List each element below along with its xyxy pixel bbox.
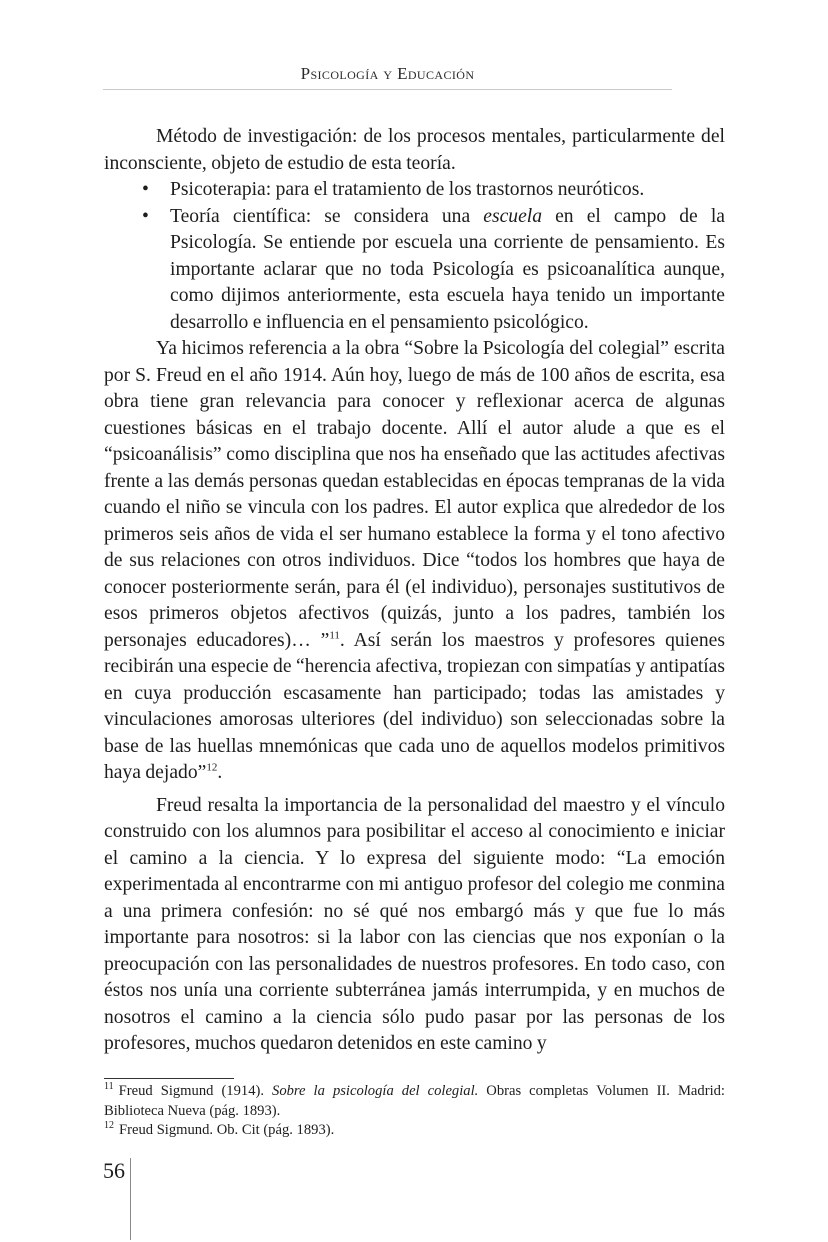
- paragraph-text: . Así serán los maestros y profesores quienes recibirán una especie de “herencia afectiva, tropiezan con simpatías y antipatías en cuya producción escasamente han participado; todas las amistades y vinculaciones amorosas ulteriores (del individuo) son seleccionadas sobre la base de las huellas mnemónicas que cada uno de aquellos modelos primitivos haya dejado”: [104, 629, 725, 783]
- bullet-icon: •: [142, 205, 149, 227]
- page-number-rule: [130, 1158, 131, 1240]
- paragraph-freud-colegial: [104, 336, 725, 787]
- bullet-text: Teoría científica: se considera una: [170, 205, 484, 227]
- footnote-11: [104, 1082, 725, 1121]
- footnote-number: 12: [104, 1120, 114, 1132]
- paragraph-text: Ya hicimos referencia a la obra “Sobre la Psicología del colegial” escrita por S. Freud en el año 1914. Aún hoy, luego de más de 100 años de escrita, esa obra tiene gran relevancia para conocer y reflexionar acerca de algunas cuestiones básicas en el trabajo docente. Allí el autor alude a que es el “psicoanálisis” como disciplina que nos ha enseñado que las actitudes afectivas frente a las demás personas quedan establecidas en épocas tempranas de la vida cuando el niño se vincula con los padres. El autor explica que alrededor de los primeros seis años de vida el ser humano establece la forma y el tono afectivo de sus relaciones con otros individuos. Dice “todos los hombres que haya de conocer posteriormente serán, para él (el individuo), personajes sustitutivos de esos primeros objetos afectivos (quizás, junto a los padres, también los personajes educadores)… ”: [104, 338, 725, 651]
- footnotes: [104, 1082, 725, 1141]
- running-header: Psicología y Educación: [300, 64, 475, 83]
- bullet-text: Psicoterapia: para el tratamiento de los trastornos neuróticos.: [170, 179, 645, 200]
- footnote-rule: [104, 1078, 234, 1079]
- bullet-icon: •: [142, 179, 149, 200]
- footnote-ref-12[interactable]: 12: [206, 761, 218, 774]
- bullet-text-continued: en el campo de la Psicología. Se entiende por escuela una corriente de pensamiento. Es importante aclarar que no toda Psicología es psicoanalítica aunque, como dijimos anteriormente, esta escuela haya tenido un importante desarrollo e influencia en el pensamiento psicológico.: [170, 205, 725, 333]
- footnote-12: [104, 1121, 725, 1141]
- bullet-list: [104, 177, 725, 336]
- footnote-text: Freud Sigmund (1914).: [118, 1083, 273, 1099]
- italic-term: escuela: [483, 205, 543, 227]
- bullet-item-psicoterapia: [104, 177, 725, 204]
- body-text: [104, 124, 725, 1058]
- paragraph-method: Método de investigación: de los procesos mentales, particularmente del inconsciente, objeto de estudio de esta teoría.: [104, 126, 725, 174]
- footnote-ref-11[interactable]: 11: [329, 628, 340, 641]
- footnote-number: 11: [104, 1081, 114, 1093]
- header-rule: [103, 89, 672, 90]
- footnote-title-italic: Sobre la psicología del colegial.: [272, 1083, 479, 1099]
- page-number: 56: [103, 1158, 125, 1183]
- bullet-item-teoria: [104, 204, 725, 337]
- paragraph-text: .: [217, 762, 223, 783]
- footnote-text: Obras completas Volumen II. Madrid: Biblioteca Nueva (pág. 1893).: [104, 1083, 725, 1119]
- paragraph-freud-maestro: Freud resalta la importancia de la personalidad del maestro y el vínculo construido con los alumnos para posibilitar el acceso al conocimiento e iniciar el camino a la ciencia. Y lo expresa del siguiente modo: “La emoción experimentada al encontrarme con mi antiguo profesor del colegio me conmina a una primera confesión: no sé qué nos embargó más y que fue lo más importante para nosotros: si la labor con las ciencias que nos exponían o la preocupación con las personalidades de nuestros profesores. En todo caso, con éstos nos unía una corriente subterránea jamás interrumpida, y en muchos de nosotros el camino a la ciencia sólo pudo pasar por las personas de los profesores, muchos quedaron detenidos en este camino y: [104, 794, 725, 1054]
- footnote-text: Freud Sigmund. Ob. Cit (pág. 1893).: [119, 1122, 335, 1138]
